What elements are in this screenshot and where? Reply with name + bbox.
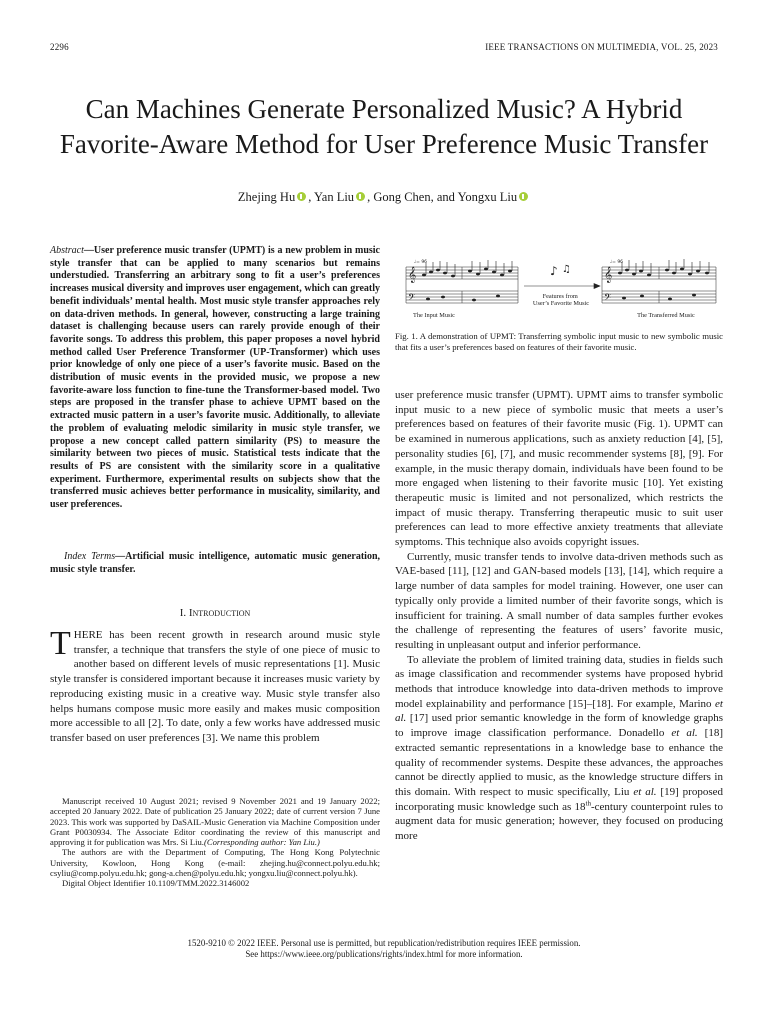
- abstract-text: —User preference music transfer (UPMT) is a new problem in music style transfer that can be applied to many scenarios but remains understudied. Transferring an arbitrary song to fit a user’s preferences increases musical diversity and improves user engagement, which can greatly benefit individuals’ mental health. Most music style transfer approaches rely on data-driven methods. In general, however, constructing a large training dataset is challenging because users can rarely provide enough of their favorite songs. To address this problem, this paper proposes a novel hybrid method called User Preference Transformer (UP-Transformer) which uses prior knowledge of only one piece of a user’s favorite music. Based on the distribution of music events in the provided music, we propose a new favorite-aware loss function to fine-tune the Transformer-based model. Two steps are proposed in the transfer phase to achieve UPMT based on the extracted music pattern in a user’s favorite music. Additionally, to alleviate the problem of evaluating melodic similarity in music style transfer, we propose a new concept called pattern similarity (PS) to measure the similarity between two pieces of music. Statistical tests indicate that the results of PS are consistent with the similarity score in a qualitative experiment. Furthermore, experimental results on subjects show that the transferred music achieves better performance in musicality, similarity, and user preferences.: [50, 245, 380, 511]
- orcid-icon[interactable]: [356, 192, 365, 201]
- intro-paragraph: [50, 625, 380, 746]
- input-music-label: The Input Music: [413, 312, 455, 319]
- et-al: et al.: [633, 785, 657, 798]
- footnote-affiliation: The authors are with the Department of Computing, The Hong Kong Polytechnic University, Kowloon, Hong Kong (e-mail: zhejing.hu@connect.polyu.edu.hk; csyliu@comp.polyu.edu.hk; gong-a.chen@polyu.edu.hk; yongxu.liu@connect.polyu.hk).: [50, 847, 380, 879]
- footnote: [50, 796, 380, 889]
- section-title: Introduction: [188, 607, 251, 619]
- index-terms-text: —Artificial music intelligence, automatic music generation, music style transfer.: [50, 551, 381, 575]
- orcid-icon[interactable]: [297, 192, 306, 201]
- author-name: Zhejing Hu: [237, 190, 296, 204]
- et-al: et al.: [671, 727, 698, 740]
- transfer-arrow: [524, 284, 600, 289]
- copyright-notice: [0, 938, 768, 960]
- p3-part-b: [17] used prior semantic knowledge in the form of knowledge graphs to improve image classification performance. Donadello: [395, 712, 723, 740]
- arrow-label-line1: Features from: [542, 293, 578, 300]
- right-paragraph-1: user preference music transfer (UPMT). UPMT aims to transfer symbolic input music to a new piece of symbolic music that meets a user’s preferences based on features of their favorite music (Fig. 1). UPMT can be examined in numerous applications, such as anxiety reduction [4], [5], personality studies [6], [7], and music recommender systems [8], [9]. For example, in the music therapy domain, individuals have been found to be more engaged when listening to their favorite music [10]. Yet existing therapeutic music is limited and not personalized, which restricts the impact of music therapy. Transferring therapeutic music to suit user preferences can lead to more effective anxiety treatments that alleviate symptoms. This technique also avoids copyright issues.: [395, 389, 723, 549]
- paper-title: Can Machines Generate Personalized Music? A Hybrid Favorite-Aware Method for User Preference Music Transfer: [59, 94, 709, 160]
- section-heading: [50, 607, 380, 619]
- abstract-label: Abstract: [50, 245, 84, 256]
- right-paragraph-3: [395, 653, 723, 844]
- section-numeral: I.: [179, 607, 187, 619]
- footnote-corresponding: (Corresponding author: Yan Liu.): [203, 837, 320, 848]
- music-notes-icon: ♫: [562, 264, 571, 275]
- treble-clef-icon: 𝄞: [408, 267, 417, 283]
- treble-clef-icon: 𝄞: [604, 267, 613, 283]
- footnote-doi: Digital Object Identifier 10.1109/TMM.2022.3146002: [62, 878, 250, 889]
- et-al: et al.: [395, 697, 723, 725]
- p3-part-a: To alleviate the problem of limited training data, studies in fields such as image classification and recommender systems have proposed hybrid methods that introduce knowledge into data-driven methods to improve model explainability and performance [15]–[18]. For example, Marino: [395, 653, 723, 710]
- intro-text: HERE has been recent growth in research around music style transfer, a technique that transfers the style of one piece of music to another based on different levels of music representations [1]. Music style transfer is considered important because it increases music variety by reproducing existing music in a creative way. Music style transfer also helps humans compose music more easily and makes music composition more accessible to all [2]. To date, only a few works have addressed music transfer based on user preferences [3]. We name this problem: [50, 629, 380, 744]
- bass-clef-icon: 𝄢: [408, 292, 416, 305]
- arrow-label-line2: User’s Favorite Music: [532, 300, 590, 307]
- tempo-marking-input: ♩= 96: [414, 260, 428, 265]
- right-paragraph-2: Currently, music transfer tends to involve data-driven methods such as VAE-based [11], [12] and GAN-based models [13], [14], which require a large number of data samples for model training. However, one user can typically only provide a limited number of their favorite songs, which is insufficient for training. A small number of data samples further evokes the challenge of representing the features of users’ favorite music, resulting in unpleasant output and inferior performance.: [395, 550, 723, 651]
- author-list: Zhejing Hu , Yan Liu , Gong Chen, and Yongxu Liu: [0, 190, 768, 205]
- input-notes: [422, 268, 512, 302]
- superscript-th: th: [585, 799, 591, 808]
- right-column-body: [395, 388, 723, 844]
- drop-cap: T: [50, 625, 71, 662]
- p3-part-c: [18] extracted semantic representations in a knowledge base to enhance the quality of recommender systems. Despite these advances, the approaches cannot be directly applied to music, as the knowledge structure differs in this domain. With respect to music specifically, Liu: [395, 727, 723, 798]
- author-name: and Yongxu Liu: [436, 190, 518, 204]
- author-name: Yan Liu: [314, 190, 355, 204]
- figure-caption: Fig. 1. A demonstration of UPMT: Transferring symbolic input music to new symbolic music that fits a user’s preferences based on features of their favorite music.: [395, 331, 723, 352]
- copyright-line-2[interactable]: See https://www.ieee.org/publications/rights/index.html for more information.: [245, 949, 523, 959]
- p3-part-e: -century counterpoint rules to augment data for music generation; however, they focused on producing more: [395, 800, 723, 843]
- index-terms-label: Index Terms: [64, 551, 116, 562]
- orcid-icon[interactable]: [519, 192, 528, 201]
- author-name: Gong Chen: [373, 190, 431, 204]
- tempo-marking-output: ♩= 96: [610, 260, 624, 265]
- figure-music-transfer: [398, 253, 722, 321]
- output-music-label: The Transferred Music: [637, 312, 695, 319]
- index-terms: [50, 551, 380, 576]
- input-score: [406, 267, 518, 303]
- copyright-line-1: 1520-9210 © 2022 IEEE. Personal use is permitted, but republication/redistribution requires IEEE permission.: [187, 938, 581, 948]
- abstract: [50, 245, 380, 512]
- footnote-manuscript: Manuscript received 10 August 2021; revised 9 November 2021 and 19 January 2022; accepted 20 January 2022. Date of publication 25 January 2022; date of current version 7 June 2023. This work was supported by DaSAIL-Music Generation via Machine Composition under Grant P0030934. The Associate Editor coordinating the review of this manuscript and approving it for publication was Mrs. Si Liu.: [50, 796, 380, 848]
- page-number: 2296: [50, 42, 69, 52]
- arrow-label: [533, 293, 589, 307]
- bass-clef-icon: 𝄢: [604, 292, 612, 305]
- music-note-icon: ♪: [550, 264, 558, 278]
- input-stems: [426, 260, 512, 276]
- p3-part-d: [19] proposed incorporating music knowledge such as 18: [395, 785, 724, 813]
- journal-header: IEEE TRANSACTIONS ON MULTIMEDIA, VOL. 25, 2023: [485, 42, 718, 52]
- output-notes: [618, 268, 709, 301]
